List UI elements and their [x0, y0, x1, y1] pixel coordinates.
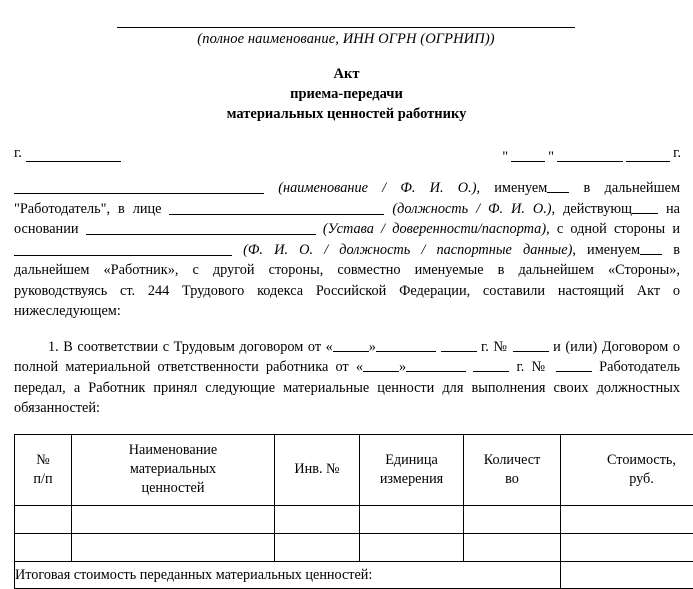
- cell-unit[interactable]: [360, 505, 464, 533]
- city-label: г.: [14, 144, 22, 162]
- column-header-number-line1: №: [36, 452, 50, 468]
- liability-day-blank[interactable]: [363, 360, 399, 372]
- clause-text-b: »: [369, 339, 376, 355]
- employer-name-blank[interactable]: [14, 180, 264, 194]
- table-total-row: [15, 561, 693, 588]
- liability-number-blank[interactable]: [556, 360, 592, 372]
- header-block: [0, 0, 693, 48]
- column-header-cost-line2: руб.: [629, 471, 654, 487]
- column-header-quantity-line1: Количест: [484, 452, 541, 468]
- employee-name-hint: (Ф. И. О. / должность / паспортные данные): [243, 242, 572, 258]
- city-date-row: [0, 144, 693, 162]
- items-table-head: [15, 434, 693, 505]
- column-header-unit-line2: измерения: [380, 471, 443, 487]
- column-header-name-line1: Наименование: [129, 442, 217, 458]
- total-label: Итоговая стоимость переданных материальных ценностей:: [15, 561, 561, 588]
- city-blank[interactable]: [26, 149, 121, 162]
- preamble-text-13: , именуем: [572, 242, 640, 258]
- table-header-row: [15, 434, 693, 505]
- preamble-text-11: стороны и: [614, 221, 680, 237]
- date-field[interactable]: [502, 144, 681, 162]
- column-header-number: [15, 434, 72, 505]
- column-header-cost: [561, 434, 693, 505]
- preamble-text-2: , именуем: [476, 180, 547, 196]
- date-month-blank[interactable]: [557, 149, 623, 162]
- clause-text-e: »: [399, 359, 406, 375]
- title-line-2: приема-передачи: [0, 84, 693, 104]
- column-header-name-line3: ценностей: [142, 480, 205, 496]
- employer-rep-blank[interactable]: [169, 201, 384, 215]
- cell-unit[interactable]: [360, 533, 464, 561]
- column-header-number-line2: п/п: [33, 471, 52, 487]
- clause-text-g: Работодатель передал, а Работник принял следующие материальные ценности для выполнения своих должностных обязанностей:: [14, 359, 680, 416]
- quote-close: ": [548, 152, 554, 162]
- contract-month-blank[interactable]: [376, 340, 436, 352]
- date-year-suffix: г.: [673, 144, 681, 162]
- column-header-unit: [360, 434, 464, 505]
- preamble-text-10: , с одной: [546, 221, 607, 237]
- contract-year-blank[interactable]: [441, 340, 477, 352]
- cell-name[interactable]: [72, 505, 275, 533]
- items-table-body: [15, 505, 693, 588]
- cell-inventory[interactable]: [275, 505, 360, 533]
- basis-blank[interactable]: [86, 221, 316, 235]
- column-header-name-line2: материальных: [130, 461, 216, 477]
- clause-text-f: г. №: [509, 359, 556, 375]
- date-year-blank[interactable]: [626, 149, 670, 162]
- clause-block: [0, 337, 693, 419]
- column-header-cost-line1: Стоимость,: [607, 452, 676, 468]
- liability-month-blank[interactable]: [406, 360, 466, 372]
- date-day-blank[interactable]: [511, 149, 545, 162]
- column-header-quantity: [464, 434, 561, 505]
- preamble-text-3: в дальнейшем: [569, 180, 680, 196]
- preamble-text-4: "Работодатель", в лице: [14, 201, 169, 217]
- column-header-unit-line1: Единица: [385, 452, 438, 468]
- employer-rep-hint: (должность / Ф. И. О.): [392, 201, 551, 217]
- header-caption: (полное наименование, ИНН ОГРН (ОГРНИП)): [117, 30, 575, 48]
- cell-inventory[interactable]: [275, 533, 360, 561]
- cell-quantity[interactable]: [464, 533, 561, 561]
- table-row: [15, 533, 693, 561]
- clause-text-c: г. №: [477, 339, 513, 355]
- column-header-inventory: Инв. №: [275, 434, 360, 505]
- table-row: [15, 505, 693, 533]
- clause-text-d: и (или) Договором о полной материальной ответственности работника от «: [14, 339, 680, 376]
- cell-number[interactable]: [15, 505, 72, 533]
- preamble-text-6: , действующ: [552, 201, 633, 217]
- cell-number[interactable]: [15, 533, 72, 561]
- column-header-name: [72, 434, 275, 505]
- acting-suffix-blank[interactable]: [632, 202, 658, 214]
- employee-name-blank[interactable]: [14, 242, 232, 256]
- title-line-3: материальных ценностей работнику: [0, 104, 693, 124]
- preamble-text-14: в дальнейшем «Работник», с другой стороны, совместно именуемые в дальнейшем «Стороны», руководствуясь ст. 244 Трудового кодекса Российской Федерации, составили настоящий Акт о нижеследующем:: [14, 242, 680, 320]
- preamble-text-8: основании: [14, 221, 86, 237]
- preamble-paragraph: [14, 178, 680, 322]
- column-header-quantity-line2: во: [505, 471, 519, 487]
- title-line-1: Акт: [0, 64, 693, 84]
- clause-1-paragraph: [14, 337, 680, 419]
- clause-text-a: В соответствии с Трудовым договором от «: [59, 339, 333, 355]
- preamble-block: [0, 178, 693, 322]
- contract-day-blank[interactable]: [333, 340, 369, 352]
- page-title: [0, 64, 693, 124]
- liability-year-blank[interactable]: [473, 360, 509, 372]
- cell-quantity[interactable]: [464, 505, 561, 533]
- city-field[interactable]: [14, 144, 121, 162]
- employer-name-hint: (наименование / Ф. И. О.): [278, 180, 476, 196]
- quote-open: ": [502, 152, 508, 162]
- clause-number: 1.: [48, 339, 59, 355]
- cell-name[interactable]: [72, 533, 275, 561]
- basis-hint: (Устава / доверенности/паспорта): [323, 221, 546, 237]
- cell-cost[interactable]: [561, 505, 693, 533]
- employee-suffix-blank[interactable]: [640, 243, 662, 255]
- header-rule-line: [117, 27, 575, 28]
- preamble-text-7: на: [658, 201, 680, 217]
- items-table: [14, 434, 693, 589]
- contract-number-blank[interactable]: [513, 340, 549, 352]
- cell-cost[interactable]: [561, 533, 693, 561]
- items-table-wrapper: [0, 434, 693, 589]
- employer-suffix-blank[interactable]: [547, 181, 569, 193]
- total-value-cell[interactable]: [561, 561, 693, 588]
